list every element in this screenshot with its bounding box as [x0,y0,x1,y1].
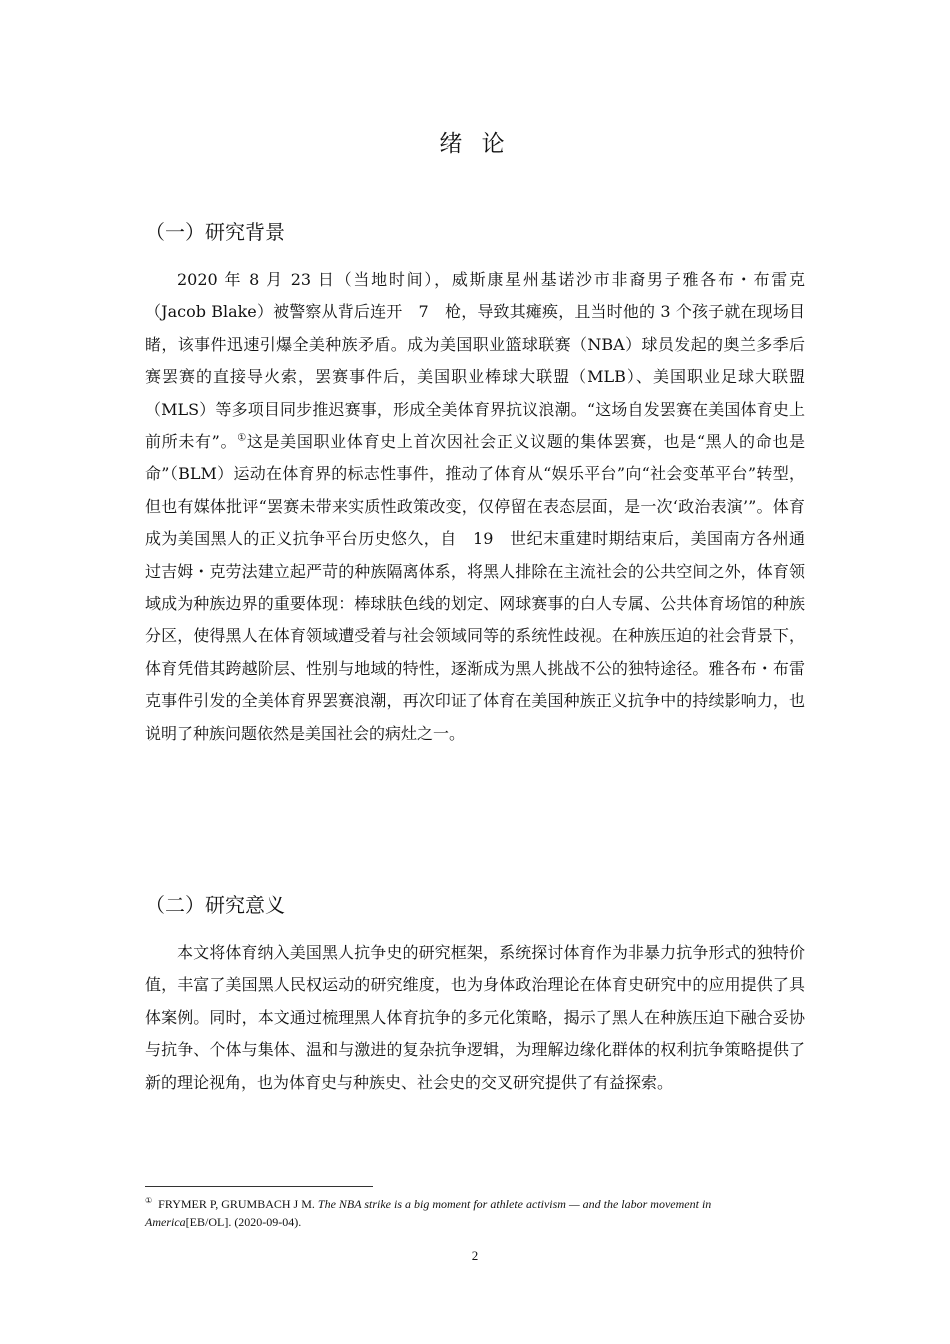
footnote [145,1195,785,1231]
significance-paragraph: 本文将体育纳入美国黑人抗争史的研究框架，系统探讨体育作为非暴力抗争形式的独特价值，丰富了美国黑人民权运动的研究维度，也为身体政治理论在体育史研究中的应用提供了具体案例。同时，本文通过梳理黑人体育抗争的多元化策略，揭示了黑人在种族压迫下融合妥协与抗争、个体与集体、温和与激进的复杂抗争逻辑，为理解边缘化群体的权利抗争策略提供了新的理论视角，也为体育史与种族史、社会史的交叉研究提供了有益探索。 [145,943,805,1092]
footnote-divider [145,1186,373,1187]
section-heading-significance: （二）研究意义 [145,893,285,917]
background-text-part1: 2020 年 8 月 23 日（当地时间），威斯康星州基诺沙市非裔男子雅各布・布雷克（Jacob Blake）被警察从背后连开 7 枪，导致其瘫痪，且当时他的 3 个孩子就在现场目睹，该事件迅速引爆全美种族矛盾。成为美国职业篮球联赛（NBA）球员发起的奥兰多季后赛罢赛的直接导火索，罢赛事件后，美国职业棒球大联盟（MLB）、美国职业足球大联盟（MLS）等多项目同步推迟赛事，形成全美体育界抗议浪潮。“这场自发罢赛在美国体育史上前所未有”。 [145,270,805,452]
section-heading-background: （一）研究背景 [145,220,285,244]
footnote-authors: FRYMER P, GRUMBACH J M. [158,1197,315,1211]
footnote-marker: ① [145,1196,153,1205]
chapter-title: 绪 论 [439,131,511,157]
footnote-suffix: [EB/OL]. (2020-09-04). [185,1215,302,1229]
footnote-reference[interactable]: ① [237,432,247,444]
background-text-part2: 这是美国职业体育史上首次因社会正义议题的集体罢赛，也是“黑人的命也是命”（BLM）运动在体育界的标志性事件，推动了体育从“娱乐平台”向“社会变革平台”转型，但也有媒体批评“罢赛未带来实质性政策改变，仅停留在表态层面，是一次‘政治表演’”。体育成为美国黑人的正义抗争平台历史悠久，自 19 世纪末重建时期结束后，美国南方各州通过吉姆・克劳法建立起严苛的种族隔离体系，将黑人排除在主流社会的公共空间之外，体育领域成为种族边界的重要体现：棒球肤色线的划定、网球赛事的白人专属、公共体育场馆的种族分区，使得黑人在体育领域遭受着与社会领域同等的系统性歧视。在种族压迫的社会背景下，体育凭借其跨越阶层、性别与地域的特性，逐渐成为黑人挑战不公的独特途径。雅各布・布雷克事件引发的全美体育界罢赛浪潮，再次印证了体育在美国种族正义抗争中的持续影响力，也说明了种族问题依然是美国社会的病灶之一。 [145,432,806,743]
background-paragraph [145,264,805,750]
footnote-title: The NBA strike is a big moment for athlete activism — and the labor movement in America [145,1197,712,1229]
page-number: 2 [471,1248,479,1263]
